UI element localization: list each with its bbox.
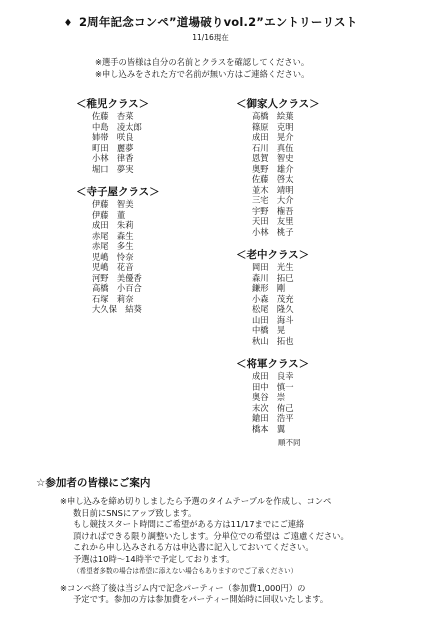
member-name: 奥谷 崇: [252, 392, 286, 402]
page-title: [0, 14, 421, 30]
member-name: 奥野 雄介: [252, 163, 294, 174]
member-name: 高橋 小百合: [92, 283, 142, 293]
class-block: [76, 185, 160, 315]
title-text: 2周年記念コンペ”道場破りvol.2”エントリーリスト: [78, 15, 358, 29]
guide-line: （希望者多数の場合は希望に添えない場合もありますのでご了承ください）: [73, 566, 298, 575]
order-note: 順不同: [278, 438, 301, 447]
member-list: [236, 262, 320, 346]
member-list: [76, 111, 160, 174]
class-title: ＜御家人クラス＞: [236, 98, 320, 110]
member-name: 成田 朱莉: [92, 220, 134, 230]
member-name: 赤尾 森生: [92, 230, 134, 241]
notes: [95, 56, 309, 80]
note-line: ※申し込みをされた方で名前が無い方はご連絡ください。: [95, 69, 310, 79]
note-line: ※選手の皆様は自分の名前とクラスを確認してください。: [95, 57, 310, 67]
member-name: 河野 美優香: [92, 272, 142, 283]
member-name: 松尾 隆久: [252, 304, 294, 314]
member-name: 町田 麗夢: [92, 142, 134, 153]
class-title: ＜老中クラス＞: [236, 249, 310, 261]
member-name: 小林 桃子: [252, 226, 294, 237]
member-name: 伊藤 董: [92, 209, 126, 220]
member-name: 石塚 莉奈: [92, 293, 134, 304]
member-name: 成田 良幸: [252, 371, 294, 381]
class-title: ＜将軍クラス＞: [236, 358, 310, 370]
member-name: 山田 海斗: [252, 314, 294, 325]
guide-line: 頂ければできる限り調整いたします。分単位での希望は ご遠慮ください。: [73, 530, 349, 541]
member-name: 堀口 夢実: [92, 163, 134, 174]
member-name: 赤尾 多生: [92, 241, 134, 251]
member-name: 三宅 大介: [252, 195, 294, 205]
guide-line: 予定です。参加の方は参加費をパーティー開始時に回収いたします。: [73, 594, 329, 605]
member-name: 中島 凌太郎: [92, 121, 142, 132]
member-name: 中橋 晃: [252, 325, 286, 335]
member-name: 鎗田 浩平: [252, 413, 294, 423]
class-block: [236, 357, 320, 434]
member-name: 伊藤 智美: [92, 199, 134, 209]
member-name: 篠原 克明: [252, 121, 294, 132]
member-name: 恩賀 智史: [252, 153, 294, 163]
member-list: [76, 199, 160, 315]
member-name: 成田 晃介: [252, 132, 294, 142]
member-name: 田中 慎一: [252, 381, 294, 392]
class-block: [76, 97, 160, 174]
member-list: [236, 371, 320, 434]
member-name: 小林 律香: [92, 153, 134, 163]
member-name: 姉帯 咲良: [92, 132, 134, 142]
diamond-icon: ♦: [63, 18, 73, 29]
member-name: 天田 友里: [252, 216, 294, 226]
left-column: [76, 97, 160, 326]
class-block: [236, 97, 320, 237]
guide-line: もし競技スタート時間にご希望がある方は11/17までにご連絡: [73, 519, 305, 530]
class-title: ＜稚児クラス＞: [76, 98, 150, 110]
class-block: [236, 248, 320, 346]
class-title: ＜寺子屋クラス＞: [76, 186, 160, 198]
member-name: 宇野 権吾: [252, 205, 294, 216]
member-name: 並木 靖明: [252, 184, 294, 195]
member-name: 佐藤 杏菜: [92, 111, 134, 121]
member-name: 大久保 結葵: [92, 304, 142, 314]
member-name: 橋本 翼: [252, 423, 286, 434]
member-name: 鎌形 剛: [252, 283, 286, 293]
guide-line: 数日前にSNSにアップ致します。: [73, 507, 197, 518]
member-name: 佐藤 啓太: [252, 174, 294, 184]
member-list: [236, 111, 320, 237]
right-column: [236, 97, 320, 445]
member-name: 末次 侑己: [252, 402, 294, 413]
member-name: 秋山 拓也: [252, 335, 294, 346]
guide-line: ※コンペ終了後は当ジム内で記念パーティー（参加費1,000円）の: [60, 582, 306, 593]
member-name: 森川 拓巳: [252, 272, 294, 283]
guide-line: 予選は10時～14時半で予定しております。: [73, 553, 235, 564]
guide-line: これから申し込みされる方は申込書に記入しておいてください。: [73, 542, 314, 553]
member-name: 石川 真伍: [252, 142, 294, 153]
guide-title: ☆参加者の皆様にご案内: [36, 477, 151, 489]
member-name: 小森 茂充: [252, 293, 294, 304]
member-name: 児嶋 花音: [92, 262, 134, 272]
member-name: 児嶋 怜奈: [92, 251, 134, 262]
member-name: 高橋 絵葉: [252, 111, 294, 121]
current-date: 11/16現在: [192, 33, 229, 42]
guide-text: [60, 496, 349, 606]
member-name: 岡田 光生: [252, 262, 294, 272]
guide-line: ※申し込みを締め切りしましたら予選のタイムテーブルを作成し、コンペ: [60, 496, 332, 506]
